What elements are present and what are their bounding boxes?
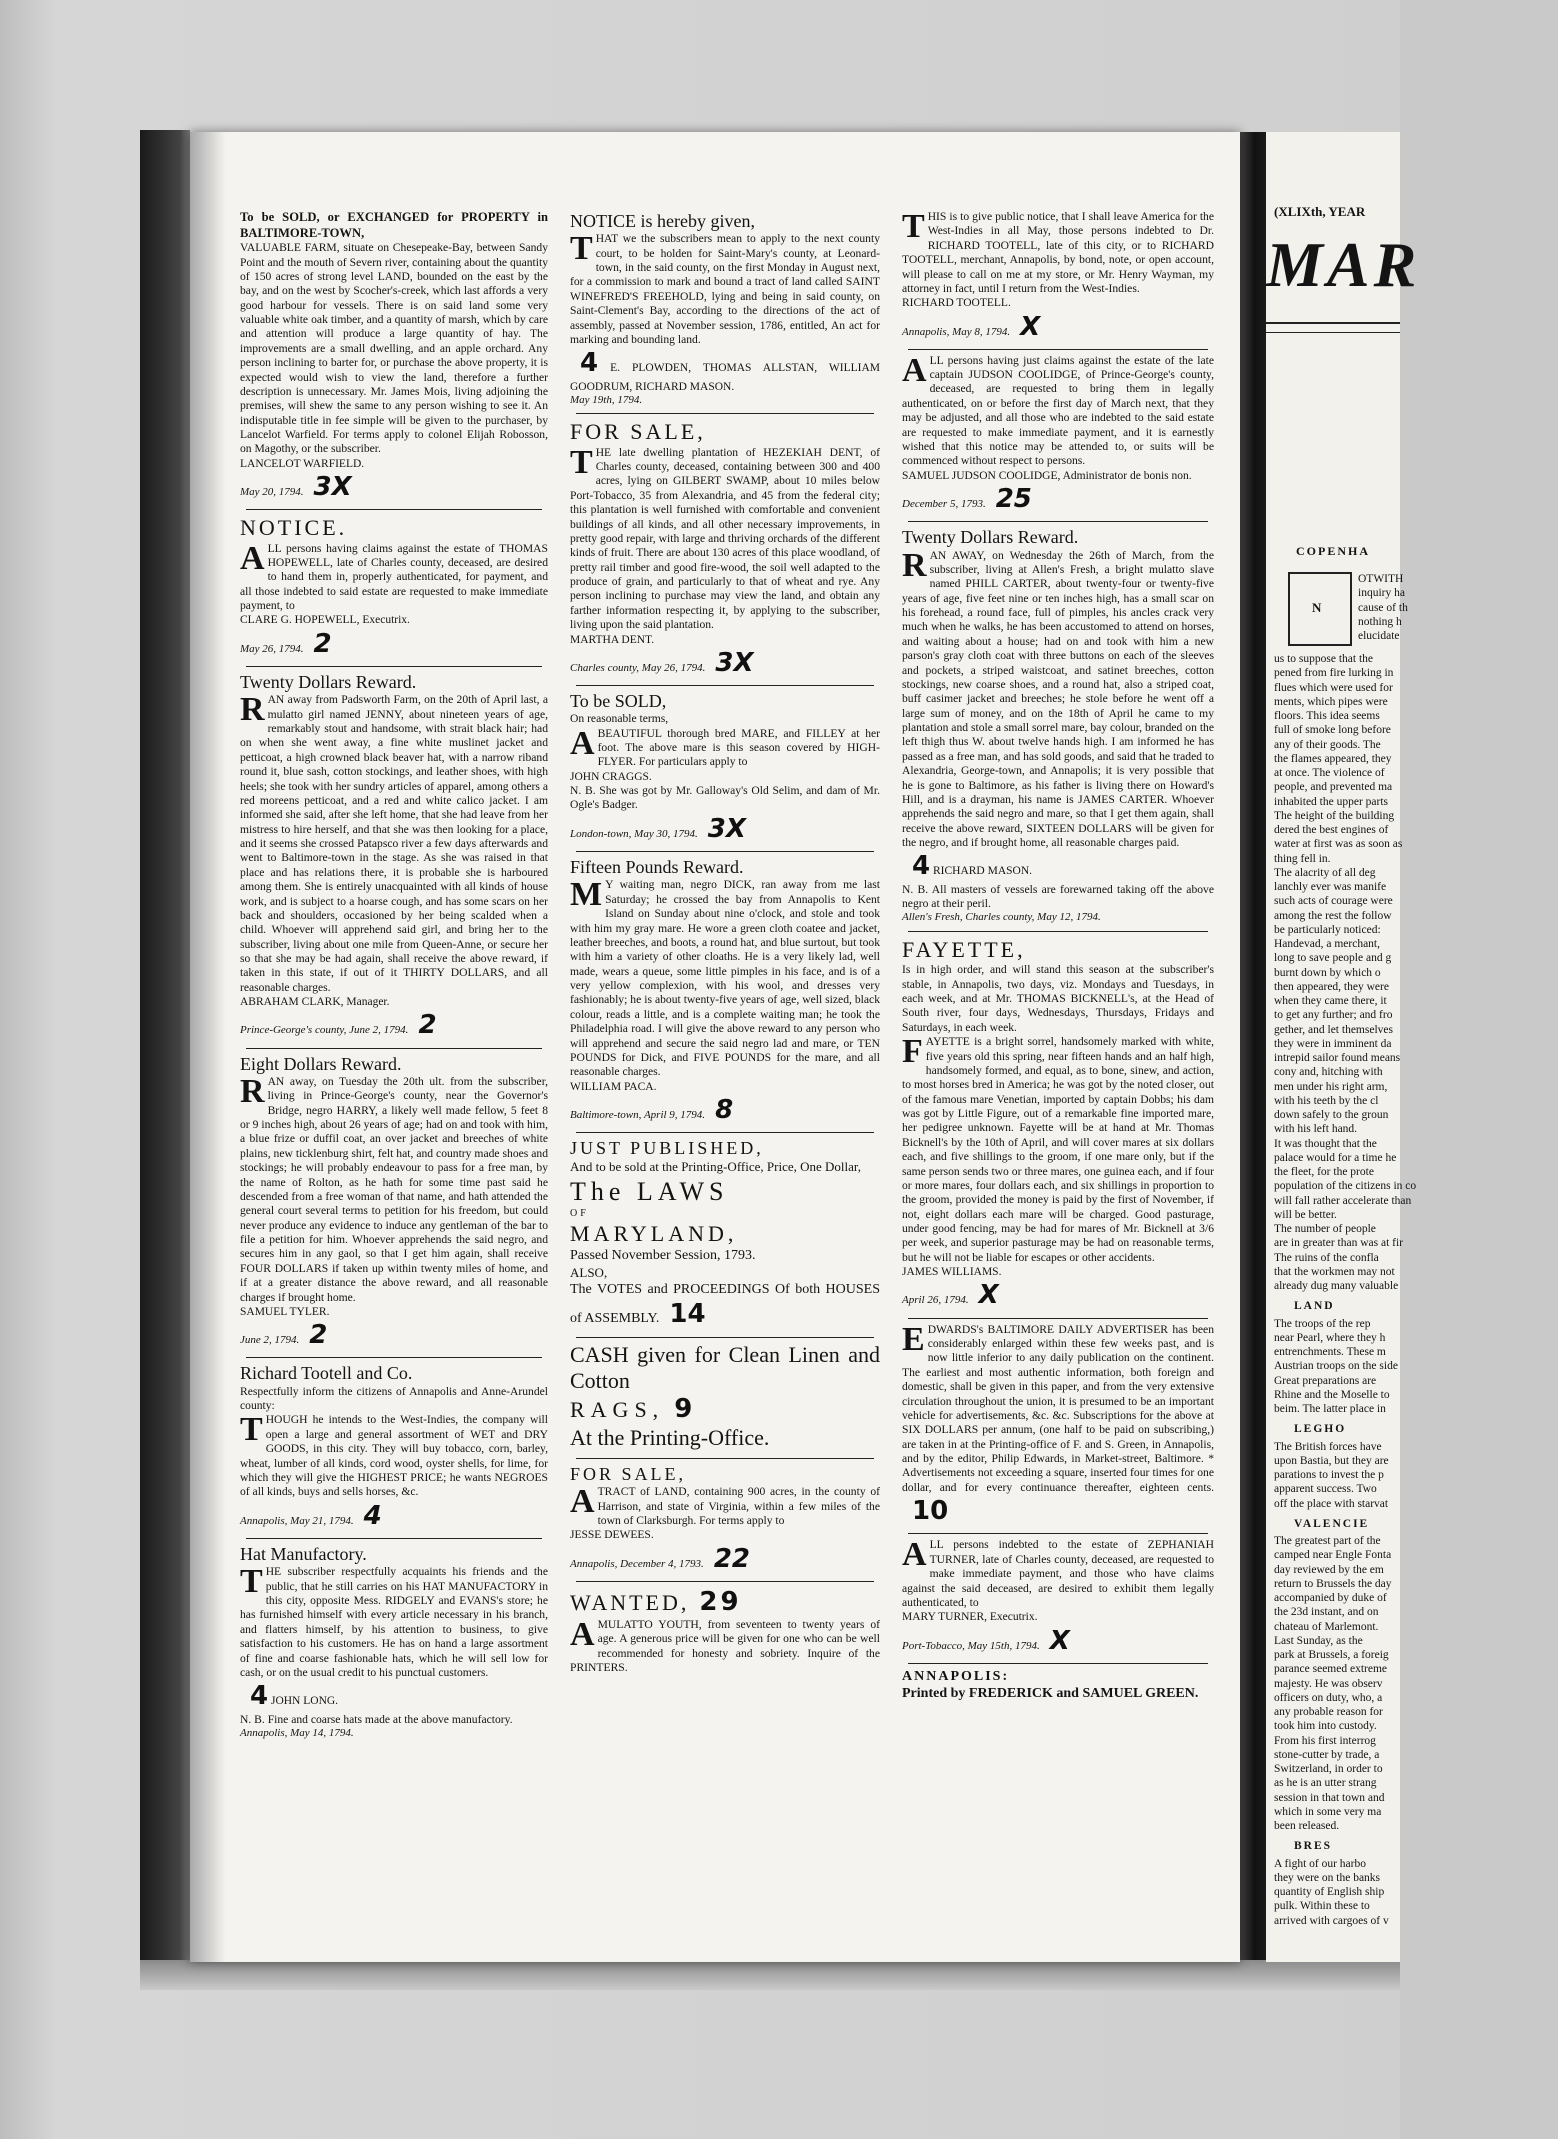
- text-line: pened from fire lurking in: [1274, 667, 1394, 680]
- ad-date: Annapolis, May 8, 1794. X: [902, 311, 1041, 342]
- ad-date: Allen's Fresh, Charles county, May 12, 1794.: [902, 911, 1101, 924]
- text-line: off the place with starvat: [1274, 1497, 1389, 1510]
- text-line: accompanied by duke of: [1274, 1592, 1387, 1604]
- text-line: Handevad, a merchant,: [1274, 938, 1381, 950]
- text-line: lanchly ever was manife: [1274, 881, 1387, 893]
- text-line: camped near Engle Fonta: [1274, 1549, 1392, 1562]
- ad-heading: FOR SALE,: [570, 1463, 687, 1484]
- ad-body: ATRACT of LAND, containing 900 acres, in the county of Harrison, and state of Virginia, within a few miles of the town of Clarksburgh. For terms apply to: [570, 1483, 880, 1527]
- text-line: inhabited the upper parts: [1274, 795, 1389, 808]
- text-line: A fight of our harbo: [1274, 1857, 1366, 1870]
- ad-signature: 4 RICHARD MASON.: [912, 851, 1033, 882]
- ad-note: N. B. Fine and coarse hats made at the above manufactory.: [240, 1712, 513, 1726]
- divider: [246, 1357, 542, 1358]
- divider: [246, 666, 542, 667]
- text-line: they were on the banks: [1274, 1871, 1381, 1884]
- ad-date: London-town, May 30, 1794. 3X: [570, 813, 746, 844]
- ad-signature: CLARE G. HOPEWELL, Executrix.: [240, 614, 410, 627]
- text-line: such acts of courage were: [1274, 895, 1393, 908]
- ad-signature: JESSE DEWEES.: [570, 1529, 654, 1542]
- text-line: the 23d instant, and on: [1274, 1606, 1379, 1619]
- ad-heading: JUST PUBLISHED,: [570, 1138, 764, 1159]
- ad-date: Baltimore-town, April 9, 1794. 8: [570, 1094, 734, 1125]
- dateline-heading: COPENHA: [1296, 544, 1370, 558]
- text-line: at once. The violence of: [1274, 767, 1385, 779]
- text-line: stone-cutter by trade, a: [1274, 1748, 1380, 1761]
- ad-note: N. B. She was got by Mr. Galloway's Old Selim, and dam of Mr. Ogle's Badger.: [570, 784, 880, 812]
- ad-subheading: Respectfully inform the citizens of Annapolis and Anne-Arundel county:: [240, 1384, 548, 1413]
- ad-date: May 19th, 1794.: [570, 393, 643, 406]
- divider: [576, 851, 874, 852]
- ad-body: RAN away, on Tuesday the 20th ult. from the subscriber, living in Prince-George's county, near the Governor's Bridge, negro HARRY, a likely well made fellow, 5 feet 8 or 9 inches high, about 26 years of age; had on and took with him, a blue frize or duffil coat, an over jacket and breeches of white plains, new ticklenburg shirt, felt hat, and country made shoes and stockings; he will probably endeavour to pass for a free man, by the name of Rolton, as he hath for some time past said he descended from a free woman of that name, and hath attended the general court several terms to petition for his freedom, but could never produce any evidence to induce any gentleman of the bar to file a petition for him. Whoever apprehends the said negro, and secures him in any gaol, so that I get him again, shall receive FOUR DOLLARS if taken up within twenty miles of home, and if at a greater distance the above reward, and all reasonable charges if brought home.: [240, 1072, 548, 1304]
- text-line: took him into custody.: [1274, 1720, 1377, 1733]
- text-line: are in greater than was at fir: [1274, 1237, 1403, 1250]
- ad-date: May 20, 1794. 3X: [240, 472, 352, 503]
- ad-heading: To be SOLD,: [570, 691, 667, 712]
- ad-signature: JAMES WILLIAMS.: [902, 1266, 1002, 1279]
- handwritten-mark: X: [1020, 311, 1041, 342]
- text-line: The troops of the rep: [1274, 1317, 1371, 1330]
- book-binding-left: [140, 130, 190, 1970]
- text-line: It was thought that the: [1274, 1137, 1377, 1150]
- ad-heading: Hat Manufactory.: [240, 1543, 367, 1564]
- text-line: session in that town and: [1274, 1791, 1385, 1804]
- handwritten-mark: 14: [669, 1299, 706, 1330]
- text-line: parance seemed extreme: [1274, 1663, 1388, 1676]
- handwritten-mark: 25: [995, 483, 1032, 514]
- ad-heading: Twenty Dollars Reward.: [902, 527, 1079, 548]
- ad-body: THE late dwelling plantation of HEZEKIAH DENT, of Charles county, deceased, containing between 300 and 400 acres, lying on GILBERT SWAMP, about 10 miles below Port-Tobacco, 35 from Alexandria, and 45 from the federal city; this plantation is well furnished with comfortable and convenient buildings of all kinds, and all other necessary improvements, in pretty good repair, with large and thriving orchards of the different kinds of fruit. There are about 130 acres of this place woodland, of pretty rail timber and good fire-wood, the soil well adapted to the produce of grain, and particularly to that of wheat and rye. Any person inclining to purchase may view the land, and obtain any farther information respecting it, by applying to the subscriber, living upon the said plantation.: [570, 443, 880, 632]
- text-line: floors. This idea seems: [1274, 710, 1380, 722]
- ad-heading: Eight Dollars Reward.: [240, 1053, 402, 1074]
- text-line: burnt down by which o: [1274, 966, 1381, 979]
- ad-laws-of-maryland: [570, 1137, 880, 1330]
- handwritten-mark: 2: [309, 1320, 328, 1351]
- text-line: among the rest the follow: [1274, 909, 1392, 922]
- divider: [576, 1337, 874, 1338]
- text-line: to get any further; and fro: [1274, 1009, 1393, 1022]
- ad-heading: NOTICE.: [240, 515, 348, 541]
- ad-title: The LAWS: [570, 1176, 729, 1206]
- ad-date: December 5, 1793. 25: [902, 483, 1032, 514]
- text-line: people, and prevented ma: [1274, 781, 1393, 794]
- ad-heading: Richard Tootell and Co.: [240, 1363, 413, 1384]
- text-line: Switzerland, in order to: [1274, 1763, 1383, 1775]
- text-line: Austrian troops on the side: [1274, 1360, 1398, 1373]
- text-line: inquiry ha: [1358, 587, 1405, 600]
- ad-signature: RICHARD TOOTELL.: [902, 297, 1011, 310]
- ad-wanted: [570, 1586, 880, 1676]
- ad-land-sale: [570, 1463, 880, 1575]
- ad-body: ABEAUTIFUL thorough bred MARE, and FILLEY at her foot. The above mare is this season covered by HIGH-FLYER. For particulars apply to: [570, 724, 880, 769]
- ad-farm-sale: [240, 210, 548, 503]
- handwritten-mark: 9: [674, 1394, 699, 1425]
- handwritten-mark: 4: [250, 1681, 269, 1712]
- handwritten-mark: 29: [699, 1586, 742, 1617]
- text-line: The height of the building: [1274, 809, 1395, 822]
- ad-signature: SAMUEL JUDSON COOLIDGE, Administrator de bonis non.: [902, 469, 1192, 482]
- text-line: Great preparations are: [1274, 1374, 1377, 1387]
- ad-body: M Y waiting man, negro DICK, ran away from me last Saturday; he crossed the bay from Annapolis to Kent Island on Sunday about nine o'clock, and stole and took with him my gray mare. He wore a green cloth coatee and jacket, leather breeches, and boots, a round hat, and blue surtout, but took with him a variety of other cloaths. He is a very likely lad, well made, wears a queue, some little pimples in his face, and is of a very yellow complexion, with his wool, and dresses very fashionably; he is about twenty-five years of age, well sized, black colour, reads a little, and is a complete waiting man; he took the Philadelphia road. I will give the above reward to any person who will apprehend and secure the said negro lad and mare, or TEN POUNDS for Dick, and FIVE POUNDS for the mare, and all reasonable charges.: [570, 876, 880, 1079]
- text-line: with his teeth by the cl: [1274, 1094, 1379, 1107]
- divider: [576, 413, 874, 414]
- ad-heading: FOR SALE,: [570, 419, 706, 445]
- ad-heading: Fifteen Pounds Reward.: [570, 857, 744, 878]
- ad-cash-for-rags: [570, 1342, 880, 1452]
- text-line: flues which were used for: [1274, 681, 1393, 694]
- text-line: From his first interrog: [1274, 1734, 1376, 1747]
- text-line: already dug many valuable: [1274, 1280, 1399, 1292]
- ad-body: VALUABLE FARM, situate on Chesepeake-Bay, between Sandy Point and the mouth of Severn river, containing about the quantity of 150 acres of strong level LAND, bounded on the east by the bay, and on the west by Scocher's-creek, which last affords a very good harbour for vessels. There is on said land some very valuable white oak timber, and a quantity of marsh, which by care and attention will produce a large quantity of hay. The improvements are a small dwelling, and an apple orchard. Any person inclining to barter for, or purchase the above property, it is expected would wish to view the land, therefore a further description is unnecessary. Mr. James Mois, living adjoining the premises, will shew the same to any person wishing to see it. An indisputable title in fee simple will be given to the purchaser, by Lancelot Warfield. For terms apply to colonel Elijah Robosson, on Magothy, or the subscriber.: [240, 241, 548, 456]
- ad-body: ALL persons having claims against the estate of THOMAS HOPEWELL, late of Charles county, deceased, are desired to hand them in, properly authenticated, for payment, and all those indebted to said estate are requested to make immediate payment, to: [240, 539, 548, 613]
- ad-coolidge-estate: [902, 351, 1214, 515]
- ad-heading: FAYETTE,: [902, 937, 1026, 963]
- text-line: down safely to the groun: [1274, 1109, 1389, 1121]
- text-line: nothing h: [1358, 615, 1402, 628]
- text-line: men under his right arm,: [1274, 1080, 1388, 1093]
- ad-tootell-notice: [902, 210, 1214, 343]
- text-line: will fall rather accelerate than: [1274, 1194, 1412, 1207]
- text-line: OTWITH: [1358, 573, 1404, 585]
- ad-also: ALSO,: [570, 1264, 608, 1280]
- handwritten-mark: 2: [418, 1010, 437, 1041]
- text-line: be particularly noticed:: [1274, 923, 1381, 936]
- ad-mare-sale: [570, 690, 880, 845]
- divider: [246, 1048, 542, 1049]
- ad-signature: LANCELOT WARFIELD.: [240, 457, 365, 470]
- text-line: near Pearl, where they h: [1274, 1331, 1386, 1344]
- text-line: pulk. Within these to: [1274, 1900, 1370, 1913]
- ad-signature: 4 E. PLOWDEN, THOMAS ALLSTAN, WILLIAM GOODRUM, RICHARD MASON.: [570, 348, 880, 393]
- text-line: day reviewed by the em: [1274, 1563, 1384, 1576]
- ad-runaway-phill: [902, 526, 1214, 925]
- ad-body: THIS is to give public notice, that I shall leave America for the West-Indies in all May, those persons indebted to Dr. RICHARD TOOTELL, late of this city, or to RICHARD TOOTELL, merchant, Annapolis, by bond, note, or open account, will please to call on me at my store, or Mr. Henry Wayman, my attorney in fact, until I return from the West-Indies.: [902, 208, 1214, 295]
- ad-heading: NOTICE is hereby given,: [570, 211, 755, 231]
- text-line: The British forces have: [1274, 1440, 1382, 1453]
- handwritten-mark: 3X: [715, 647, 754, 678]
- text-line: Last Sunday, as the: [1274, 1634, 1363, 1647]
- imprint-printer: Printed by FREDERICK and SAMUEL GREEN.: [902, 1686, 1199, 1702]
- newspaper-page: [190, 132, 1240, 1962]
- ad-subheading: On reasonable terms,: [570, 712, 669, 726]
- ad-body: THE subscriber respectfully acquaints his friends and the public, that he still carries on his HAT MANUFACTORY in this city, opposite Mess. RIDGELY and EVANS's store; he has furnished himself with every article necessary in his branch, and flatters himself, by his attention to business, to give satisfaction to his customers. He has on hand a large assortment of fine and coarse fashionable hats, which he will sell low for cash, or on the usual credit to his punctual customers.: [240, 1563, 548, 1679]
- text-line: us to suppose that the: [1274, 653, 1374, 665]
- text-line: water at first was as soon as: [1274, 838, 1403, 851]
- masthead-title: MAR: [1266, 229, 1421, 300]
- ad-body: EDWARDS's BALTIMORE DAILY ADVERTISER has been considerably enlarged within these few weeks past, and is now little inferior to any daily publication on the continent. The earliest and most authentic information, both foreign and domestic, shall be given in this paper, and from the very extensive circulation throughout the union, it is presumed to be an important vehicle for advertisements, &c. &c. Subscriptions for the above at SIX DOLLARS per annum, (one half to be paid on subscribing,) are taken in at the Printing-office of F. and S. Green, in Annapolis, and by the editor, Philip Edwards, in Market-street, Baltimore. * Advertisements not exceeding a square, inserted four times for one dollar, and for every continuance thereafter, eighteen cents.10: [902, 1320, 1214, 1527]
- text-line: with his left hand.: [1274, 1123, 1358, 1136]
- handwritten-mark: 8: [715, 1094, 734, 1125]
- ad-signature: MARY TURNER, Executrix.: [902, 1611, 1038, 1624]
- text-line: palace would for a time he: [1274, 1151, 1397, 1164]
- handwritten-mark: 22: [713, 1543, 750, 1574]
- ad-date: Charles county, May 26, 1794. 3X: [570, 647, 754, 678]
- text-line: any of their goods. The: [1274, 738, 1381, 751]
- column-2: [570, 210, 880, 1682]
- text-line: chateau of Marlemont.: [1274, 1620, 1379, 1633]
- section-heading: LAND: [1294, 1300, 1335, 1313]
- ad-heading: CASH given for Clean Linen and Cotton: [570, 1341, 880, 1393]
- text-line: the flames appeared, they: [1274, 752, 1392, 765]
- section-heading: LEGHO: [1294, 1423, 1347, 1436]
- ad-heading: To be SOLD, or EXCHANGED for PROPERTY in BALTIMORE-TOWN,: [240, 210, 548, 240]
- ad-signature: WILLIAM PACA.: [570, 1080, 657, 1093]
- text-line: The alacrity of all deg: [1274, 866, 1376, 879]
- book-gutter: [1240, 132, 1266, 1962]
- text-line: entrenchments. These m: [1274, 1346, 1386, 1358]
- divider: [908, 1318, 1208, 1319]
- ad-date: June 2, 1794. 2: [240, 1320, 328, 1351]
- ad-heading: Twenty Dollars Reward.: [240, 671, 417, 692]
- ad-fayette: [902, 936, 1214, 1312]
- section-heading: BRES: [1294, 1840, 1333, 1853]
- text-line: ments, which pipes were: [1274, 695, 1388, 708]
- text-line: as he is an utter strang: [1274, 1777, 1377, 1790]
- text-line: cause of th: [1358, 601, 1408, 614]
- column-3: [902, 210, 1214, 1702]
- text-line: apparent success. Two: [1274, 1483, 1377, 1496]
- text-line: any probable reason for: [1274, 1706, 1383, 1718]
- masthead-volume: (XLIXth, YEAR: [1274, 204, 1366, 219]
- ad-signature: SAMUEL TYLER.: [240, 1305, 330, 1318]
- text-line: elucidate: [1358, 630, 1400, 642]
- text-line: long to save people and g: [1274, 952, 1392, 965]
- text-line: beim. The latter place in: [1274, 1403, 1386, 1415]
- initial-letter: N: [1312, 600, 1322, 615]
- ad-date: April 26, 1794. X: [902, 1280, 999, 1311]
- ad-turner-estate: [902, 1538, 1214, 1656]
- ad-date: May 26, 1794. 2: [240, 628, 332, 659]
- ad-votes: The VOTES and PROCEEDINGS Of both HOUSES of ASSEMBLY. 14: [570, 1281, 880, 1330]
- ad-date: Annapolis, May 21, 1794. 4: [240, 1500, 382, 1531]
- ad-date: Annapolis, December 4, 1793. 22: [570, 1543, 750, 1574]
- adjacent-page: [1266, 132, 1421, 1962]
- divider: [576, 1132, 874, 1133]
- text-line: gether, and let themselves: [1274, 1023, 1393, 1036]
- ad-date: Annapolis, May 14, 1794.: [240, 1726, 354, 1739]
- ad-body: RAN away from Padsworth Farm, on the 20th of April last, a mulatto girl named JENNY, about nineteen years of age, remarkably stout and handsome, with strait black hair; had on when she went away, a fine white muslinet jacket and petticoat, a high crowned black beaver hat, with a narrow riband round it, blue sash, cotton stockings, and leather shoes, with high heels; she took with her sundry articles of apparel, among others a red moreens petticoat, and a red and white calico jacket. I am informed she said, after she left home, that she had leave from her mistress to hire herself, and that she was then looking for a place, and it seems she crossed Patapsco river a few days afterwards and went to Baltimore-town in the stage. As she was raised in that place and has relations there, it is probable she is harboured among them. She is entirely unacquainted with all kinds of house work, and is subject to a hoarse cough, and has some scars on her back and shoulders, occasioned by her being scalded when a child. Whoever will apprehend said girl, and bring her to the subscriber, living about one mile from Queen-Anne, or secure her so that she may be had again, shall receive the above reward, if taken in this state, if out of it THIRTY DOLLARS, and all reasonable charges.: [240, 691, 548, 994]
- text-line: upon Bastia, but they are: [1274, 1454, 1389, 1467]
- text-line: parations to invest the p: [1274, 1469, 1384, 1481]
- imprint-place: ANNAPOLIS:: [902, 1668, 1010, 1684]
- handwritten-mark: 3X: [707, 813, 746, 844]
- text-line: when they came there, it: [1274, 995, 1387, 1007]
- ad-body: THAT we the subscribers mean to apply to the next county court, to be holden for Saint-Mary's county, at Leonard-town, in the said county, on the first Monday in August next, for a commission to mark and bound a tract of land called SAINT WINEFRED'S FREEHOLD, lying and being in said county, on Saint-Clement's Bay, according to the directions of the act of assembly, passed at November session, 1786, entitled, An act for marking and bounding land.: [570, 230, 880, 346]
- text-line: quantity of English ship: [1274, 1886, 1385, 1898]
- handwritten-mark: 4: [580, 348, 599, 379]
- ad-tootell-co: [240, 1362, 548, 1532]
- handwritten-mark: X: [1049, 1625, 1070, 1656]
- ad-dent-plantation: [570, 418, 880, 679]
- ad-body: Is in high order, and will stand this season at the subscriber's stable, in Annapolis, two days, viz. Mondays and Tuesdays, in each week, and at Mr. THOMAS BICKNELL's, at the Head of South river, four days, Wednesdays, Thursdays, Fridays and Saturdays, in each week.: [902, 963, 1214, 1034]
- text-line: return to Brussels the day: [1274, 1577, 1392, 1590]
- ad-location: At the Printing-Office.: [570, 1425, 770, 1451]
- ad-body: AMULATTO YOUTH, from seventeen to twenty years of age. A generous price will be given for one who can be well recommended for honesty and sobriety. Inquire of the PRINTERS.: [570, 1616, 880, 1675]
- text-line: officers on duty, who, a: [1274, 1691, 1383, 1704]
- divider: [246, 1538, 542, 1539]
- text-line: park at Brussels, a foreig: [1274, 1649, 1389, 1661]
- text-line: been released.: [1274, 1820, 1340, 1832]
- handwritten-mark: X: [978, 1280, 999, 1311]
- text-line: The number of people: [1274, 1223, 1376, 1235]
- ad-date: Prince-George's county, June 2, 1794. 2: [240, 1010, 437, 1041]
- ad-body: ALL persons having just claims against the estate of the late captain JUDSON COOLIDGE, of Prince-George's county, deceased, are requested to bring them in legally authenticated, on or before the first day of March next, that they may be adjusted, and all those who are indebted to the said estate are requested to make immediate payment, and it is earnestly wished that this notice may be attended to, or suits will be commenced without respect to persons.: [902, 351, 1214, 468]
- divider: [908, 521, 1208, 522]
- ad-signature: 4 JOHN LONG.: [250, 1681, 339, 1712]
- ad-body: ALL persons indebted to the estate of ZEPHANIAH TURNER, late of Charles county, deceased, are requested to make immediate payment, and those who have claims against the said deceased, are desired to exhibit them legally authenticated, to: [902, 1536, 1214, 1609]
- text-line: population of the citizens in co: [1274, 1180, 1417, 1193]
- ad-hat-manufactory: [240, 1543, 548, 1741]
- text-line: that the workmen may not: [1274, 1265, 1395, 1278]
- ornamental-initial: [1288, 572, 1352, 646]
- ad-runaway-dick: [570, 856, 880, 1126]
- divider: [576, 1458, 874, 1459]
- text-line: then appeared, they were: [1274, 980, 1389, 993]
- ad-rags: RAGS, 9: [570, 1394, 699, 1425]
- ad-heading: WANTED, 29: [570, 1586, 742, 1617]
- ad-title-of: OF: [570, 1207, 589, 1219]
- masthead-rule: [1266, 322, 1400, 324]
- divider: [576, 685, 874, 686]
- ad-baltimore-advertiser: [902, 1320, 1214, 1528]
- ad-runaway-jenny: [240, 671, 548, 1042]
- masthead-rule-thin: [1266, 332, 1400, 333]
- text-line: thing fell in.: [1274, 852, 1331, 865]
- ad-note: N. B. All masters of vessels are forewarned taking off the above negro at their peril.: [902, 882, 1214, 911]
- ad-signature: JOHN CRAGGS.: [570, 770, 652, 783]
- text-line: Rhine and the Moselle to: [1274, 1388, 1390, 1401]
- divider: [246, 509, 542, 510]
- page-shadow: [140, 1960, 1400, 1990]
- text-line: The ruins of the confla: [1274, 1251, 1379, 1264]
- ad-body: RAN AWAY, on Wednesday the 26th of March, from the subscriber, living at Allen's Fresh, a bright mulatto slave named PHILL CARTER, about twenty-four or twenty-five years of age, five feet nine or ten inches high, has a small scar on his forehead, a round face, full of pimples, his ancles crack very much when he walks, he has been accustomed to attend on horses, and waiting about a house; had on and took with him a new parson's gray cloth coat with three buttons on each of the sleeves and pockets, a striped waistcoat, and satinet breeches, cotton stockings, new coarse shoes, and a round hat, also a striped coat, buff casimer jacket and breeches; he stole before he went off a large sum of money, and on the 18th of April he came to my plantation and stole a small sorrel mare, bay colour, branded on the left thigh thus W. about twelve hands high. I am informed he has passed as a free man, and has sold goods, and said that he traded to Alexandria, George-town, and Annapolis; it is very possible that he is gone to Baltimore, as his father is living there on Howard's Hill, and is a drayman, his name is JAMES CARTER. Whoever apprehends the said negro and mare, so that I get them again, shall receive the above reward, SIXTEEN DOLLARS will be given for the negro, and if brought home, all reasonable charges paid.: [902, 546, 1214, 850]
- handwritten-mark: 10: [912, 1496, 949, 1527]
- ad-subheading: And to be sold at the Printing-Office, Price, One Dollar,: [570, 1159, 861, 1175]
- ad-body-2: FAYETTE is a bright sorrel, handsomely marked with white, five years old this spring, near fifteen hands and an half high, handsomely formed, and equal, as to bone, sinew, and action, to most horses bred in America; he was got by the noted closer, out of the famous mare Venetian, imported by captain Dobbs; his dam was got by Little Figure, out of a remarkable fine imported mare, her pedigree unknown. Fayette will be at hand at Mr. Thomas Bicknell's by the 10th of April, and will cover mares at six dollars each, and five shillings to the groom, if one mare only, but if the same person sends two or three mares, one guinea each, and if four or more mares, four dollars each, and six shillings in proportion to the groom, provided the money is paid by the first of November, if not, eight dollars each mare will be charged. Good pasturage, under good fencing, may be had for mares of Mr. Bicknell at 3/6 per week, and superior pasturage may be had on reasonable terms, but he will not be liable for escapes or other accidents.: [902, 1033, 1214, 1264]
- adjacent-page-text: [1358, 572, 1558, 643]
- ad-date: Port-Tobacco, May 15th, 1794. X: [902, 1625, 1070, 1656]
- text-line: full of smoke long before: [1274, 724, 1391, 737]
- divider: [908, 349, 1208, 350]
- ad-title-state: MARYLAND,: [570, 1221, 738, 1247]
- text-line: which in some very ma: [1274, 1805, 1382, 1818]
- ad-signature: MARTHA DENT.: [570, 633, 655, 646]
- text-line: majesty. He was observ: [1274, 1677, 1383, 1690]
- text-line: will be better.: [1274, 1208, 1337, 1221]
- text-line: intrepid sailor found means: [1274, 1052, 1401, 1064]
- divider: [908, 931, 1208, 932]
- divider: [908, 1663, 1208, 1664]
- text-line: they were in imminent da: [1274, 1037, 1392, 1050]
- ad-signature: ABRAHAM CLARK, Manager.: [240, 996, 390, 1009]
- ad-notice-hopewell: [240, 514, 548, 660]
- ad-body: THOUGH he intends to the West-Indies, the company will open a large and general assortment of WET and DRY GOODS, in this city. They will buy tobacco, corn, barley, wheat, lumber of all kinds, cord wood, oyster shells, for lime, for which they will give the HIGHEST PRICE; he wants NEGROES of all kinds, buys and sells horses, &c.: [240, 1411, 548, 1499]
- ad-session: Passed November Session, 1793.: [570, 1248, 756, 1264]
- text-line: dered the best engines of: [1274, 824, 1389, 836]
- adjacent-page-text: [1274, 652, 1474, 1928]
- handwritten-mark: 4: [363, 1500, 382, 1531]
- column-1: [240, 210, 548, 1747]
- divider: [576, 1581, 874, 1582]
- text-line: the fleet, for the prote: [1274, 1166, 1374, 1178]
- handwritten-mark: 2: [313, 628, 332, 659]
- text-line: arrived with cargoes of v: [1274, 1914, 1389, 1927]
- ad-runaway-harry: [240, 1053, 548, 1352]
- section-heading: VALENCIE: [1294, 1517, 1370, 1530]
- text-line: cony and, hitching with: [1274, 1066, 1383, 1079]
- handwritten-mark: 3X: [313, 472, 352, 503]
- divider: [908, 1533, 1208, 1534]
- handwritten-mark: 4: [912, 851, 931, 882]
- text-line: The greatest part of the: [1274, 1535, 1381, 1547]
- ad-notice-plowden: [570, 210, 880, 407]
